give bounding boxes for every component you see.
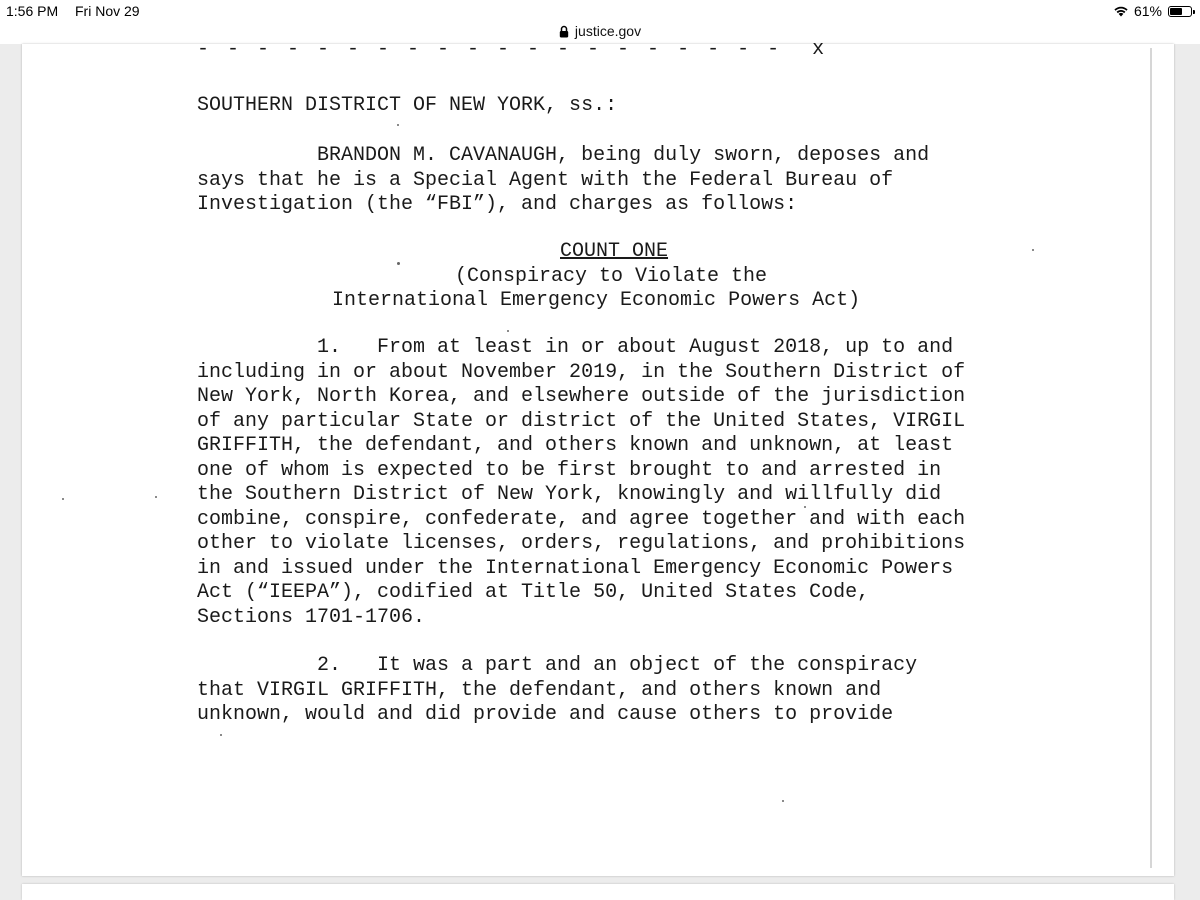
document-page: [22, 38, 1174, 876]
scroll-indicator[interactable]: [1146, 48, 1152, 868]
deponent-paragraph: BRANDON M. CAVANAUGH, being duly sworn, deposes and says that he is a Special Agent with the Federal Bureau of Investigation (the “FBI”), and charges as follows:: [197, 144, 930, 216]
scan-speck: [782, 800, 784, 802]
scan-speck: [397, 262, 400, 265]
battery-icon: [1168, 6, 1192, 17]
document-viewer[interactable]: [0, 38, 1200, 900]
venue-line: SOUTHERN DISTRICT OF NEW YORK, ss.:: [197, 94, 618, 117]
caption-dash-line: - - - - - - - - - - - - - - - - - - - - x: [197, 38, 828, 61]
status-time: 1:56 PM: [6, 3, 59, 19]
scan-speck: [62, 498, 64, 500]
scan-speck: [1032, 249, 1034, 251]
battery-percent: 61%: [1133, 3, 1162, 19]
paragraph-1: 1. From at least in or about August 2018, up to and including in or about November 2019, in the Southern District of New York, North Korea, and elsewhere outside of the jurisdiction of any particular State or district of the United States, VIRGIL GRIFFITH, the defendant, and others known and unknown, at least one of whom is expected to be first brought to and arrested in the Southern District of New York, knowingly and willfully did combine, conspire, confederate, and agree together and with each other to violate licenses, orders, regulations, and prohibitions in and issued under the International Emergency Economic Powers Act (“IEEPA”), codified at Title 50, United States Code, Sections 1701-1706.: [197, 336, 966, 629]
battery-fill: [1170, 8, 1182, 15]
count-subtitle-2: International Emergency Economic Powers Act): [332, 289, 861, 312]
lock-icon: [559, 25, 569, 38]
scan-speck: [397, 124, 399, 126]
scan-speck: [220, 734, 222, 736]
battery-cap: [1193, 10, 1195, 14]
count-title: COUNT ONE: [560, 240, 669, 263]
scan-speck: [507, 330, 509, 332]
wifi-icon: [1113, 5, 1129, 17]
next-page-edge: [22, 884, 1174, 900]
scan-speck: [155, 496, 157, 498]
count-subtitle-1: (Conspiracy to Violate the: [455, 265, 768, 288]
status-date: Fri Nov 29: [75, 3, 140, 19]
status-bar: [0, 0, 1200, 22]
url-text: justice.gov: [574, 23, 642, 39]
paragraph-2: 2. It was a part and an object of the conspiracy that VIRGIL GRIFFITH, the defendant, and others known and unknown, would and did provide and cause others to provide: [197, 654, 918, 726]
status-indicators: [1113, 3, 1192, 19]
address-field[interactable]: [559, 23, 641, 39]
scan-speck: [804, 506, 806, 508]
